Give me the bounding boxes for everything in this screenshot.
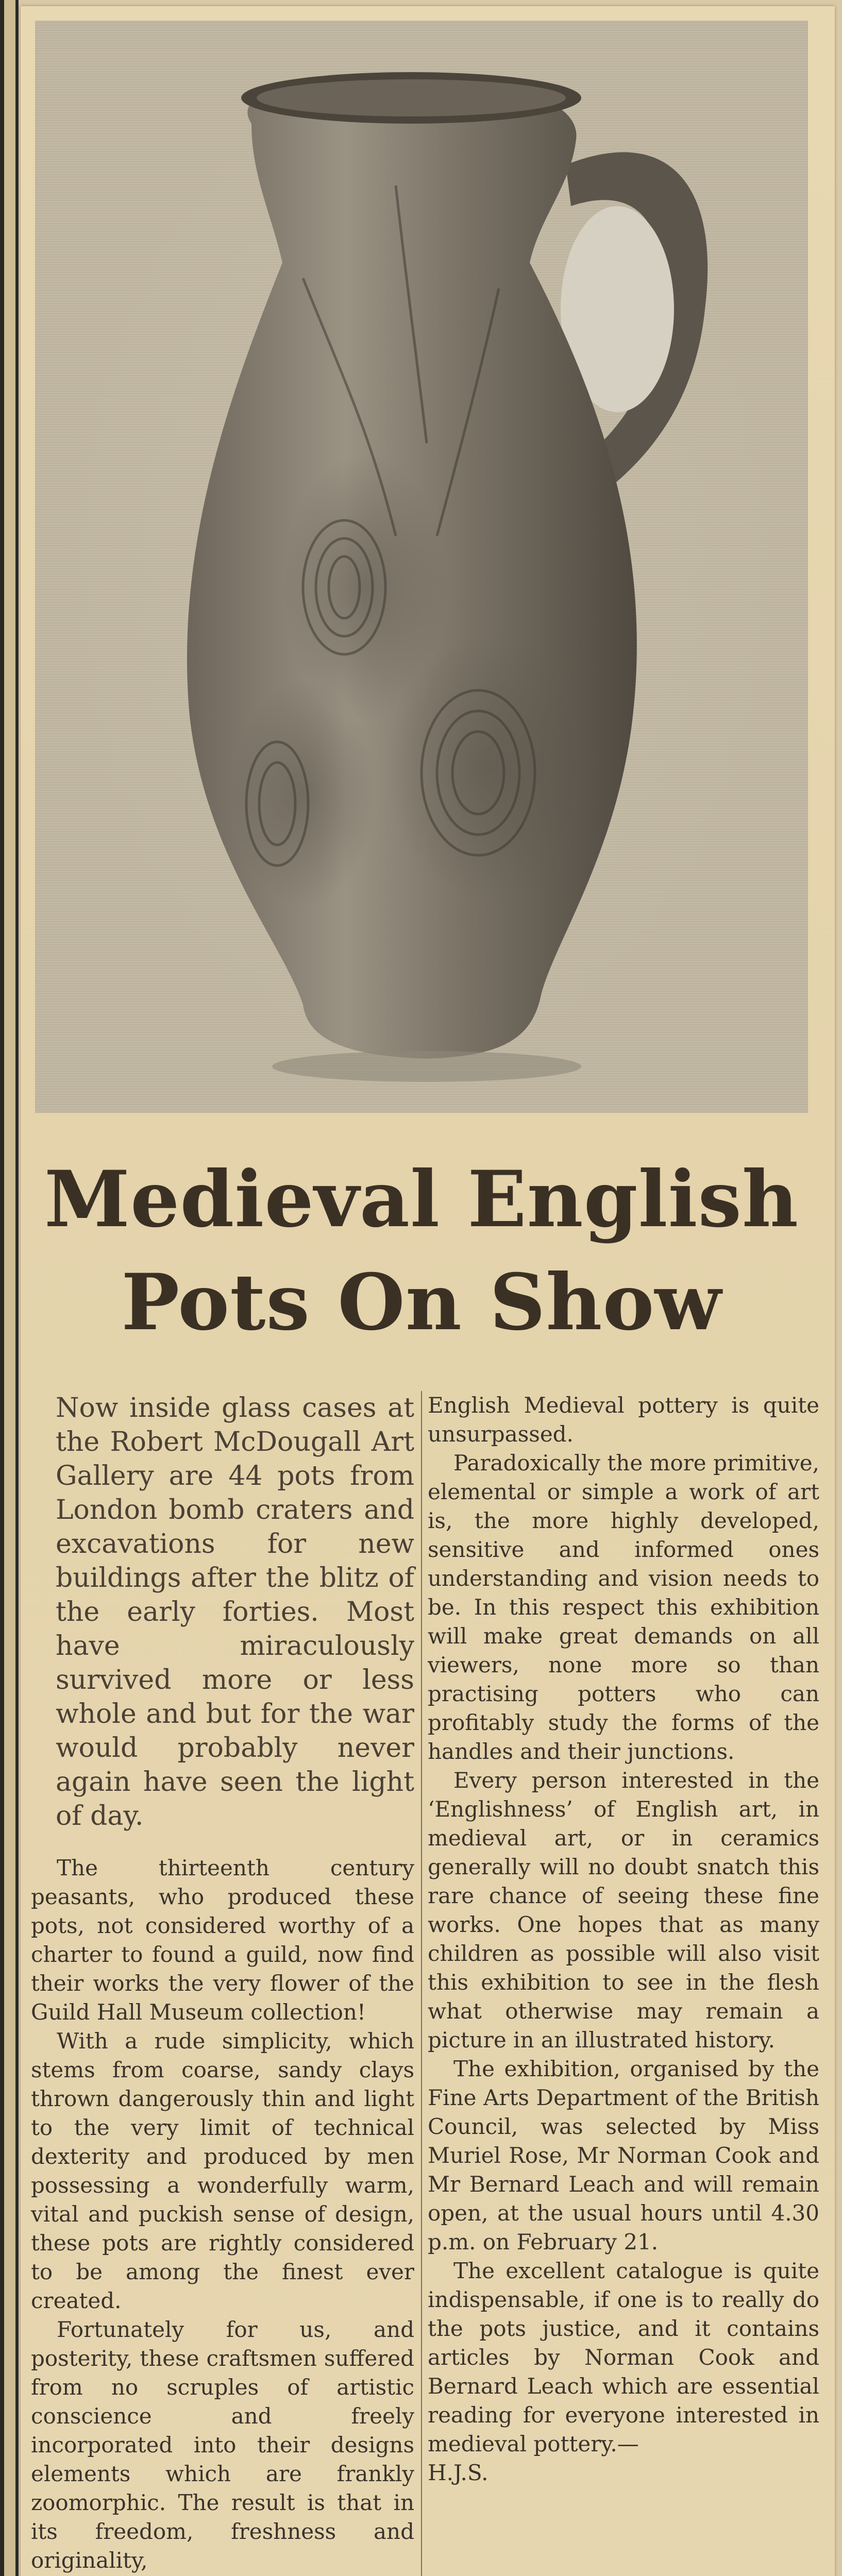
page-edge: [0, 0, 21, 2576]
body-paragraph: With a rude simplicity, which stems from coarse, sandy clays thrown dangerously thin and light to the very limit of technical dexterity and produced by men possessing a wonderfully warm, vital and puckish sense of design, these pots are rightly considered to be among the finest ever created.: [31, 2028, 414, 2313]
body-paragraph: Every person interested in the ‘Englishness’ of English art, in medieval art, or in ceramics generally will no doubt snatch this rare chance of seeing these fine works. One hopes that as many children as possible will also visit this exhibition to see in the flesh what otherwise may remain a picture in an illustrated history.: [428, 1768, 819, 2053]
jug-photograph: [35, 21, 808, 1113]
author-byline: H.J.S.: [428, 2460, 489, 2485]
headline-line-2: Pots On Show: [121, 1257, 722, 1348]
body-paragraph: English Medieval pottery is quite unsurpassed.: [428, 1393, 819, 1447]
lead-paragraph: Now inside glass cases at the Robert McDougall Art Gallery are 44 pots from London bomb craters and excavations for new buildings after the blitz of the early forties. Most have miraculously survived more or less whole and but for the war would probably never again have seen the light of day.: [56, 1393, 414, 1832]
column-divider: [421, 1391, 422, 2576]
body-paragraph: Fortunately for us, and posterity, these craftsmen suffered from no scruples of artistic conscience and freely incorporated into their designs elements which are frankly zoomorphic. The result is that in its freedom, freshness and originality,: [31, 2317, 414, 2573]
body-paragraph: The exhibition, organised by the Fine Arts Department of the British Council, was selected by Miss Muriel Rose, Mr Norman Cook and Mr Bernard Leach and will remain open, at the usual hours until 4.30 p.m. on February 21.: [428, 2056, 819, 2255]
left-column: [31, 1381, 414, 2575]
body-paragraph: The thirteenth century peasants, who produced these pots, not considered worthy of a charter to found a guild, now find their works the very flower of the Guild Hall Museum collection!: [31, 1855, 414, 2025]
headline-line-1: Medieval English: [44, 1154, 799, 1245]
body-paragraph: Paradoxically the more primitive, elemental or simple a work of art is, the more highly developed, sensitive and informed ones understanding and vision needs to be. In this respect this exhibition will make great demands on all viewers, none more so than practising potters who can profitably study the forms of the handles and their junctions.: [428, 1450, 819, 1764]
medieval-jug-image: [35, 21, 808, 1113]
article-body: [31, 1381, 824, 2576]
right-column: [428, 1381, 819, 2487]
body-paragraph: The excellent catalogue is quite indispensable, if one is to really do the pots justice, and it contains articles by Norman Cook and Bernard Leach which are essential reading for everyone interested in medieval pottery.—: [428, 2258, 819, 2456]
